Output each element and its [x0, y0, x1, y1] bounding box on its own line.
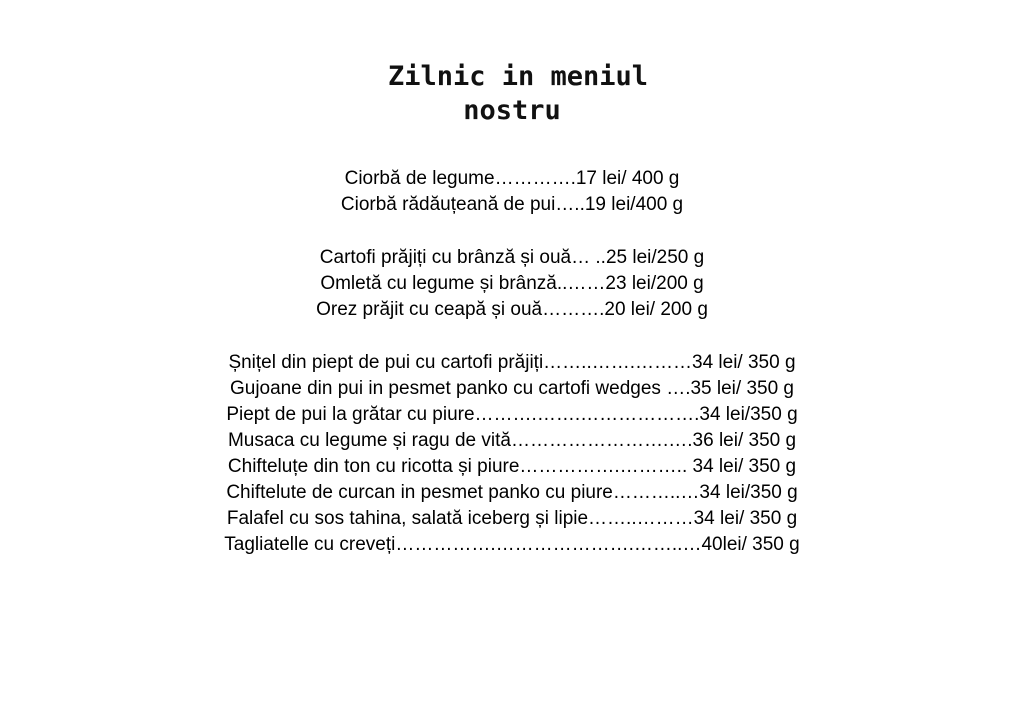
menu-title-line-2: nostru	[463, 95, 561, 126]
group-divider	[0, 218, 1024, 245]
menu-item: Chifteluțe din ton cu ricotta și piure…………….……….. 34 lei/ 350 g	[227, 456, 797, 477]
menu-item: Șnițel din piept de pui cu cartofi prăjiți……..…….………34 lei/ 350 g	[228, 352, 796, 373]
menu-list	[0, 166, 1024, 558]
menu-title-line-1: Zilnic in meniul	[387, 61, 649, 92]
soups-group	[0, 166, 1024, 218]
menu-item: Falafel cu sos tahina, salată iceberg și lipie……..………34 lei/ 350 g	[226, 508, 798, 529]
main-dishes-group	[0, 350, 1024, 558]
light-dishes-group	[0, 245, 1024, 323]
menu-item: Chiftelute de curcan in pesmet panko cu piure………..…34 lei/350 g	[226, 482, 798, 503]
menu-item: Omletă cu legume și brânză..……23 lei/200 g	[320, 273, 704, 294]
menu-item: Musaca cu legume și ragu de vită…………………….….36 lei/ 350 g	[227, 430, 797, 451]
group-divider	[0, 323, 1024, 350]
menu-item: Ciorbă de legume………….17 lei/ 400 g	[344, 168, 680, 189]
menu-item: Ciorbă rădăuțeană de pui…..19 lei/400 g	[340, 194, 684, 215]
menu-item: Cartofi prăjiți cu brânză și ouă… ..25 lei/250 g	[319, 247, 705, 268]
menu-item: Tagliatelle cu creveți…………….………………….……..…40lei/ 350 g	[224, 534, 800, 555]
menu-item: Orez prăjit cu ceapă și ouă……….20 lei/ 200 g	[316, 299, 708, 320]
menu-item: Gujoane din pui in pesmet panko cu cartofi wedges ….35 lei/ 350 g	[229, 378, 795, 399]
menu-item: Piept de pui la grătar cu piure……….…….……………….34 lei/350 g	[226, 404, 798, 425]
